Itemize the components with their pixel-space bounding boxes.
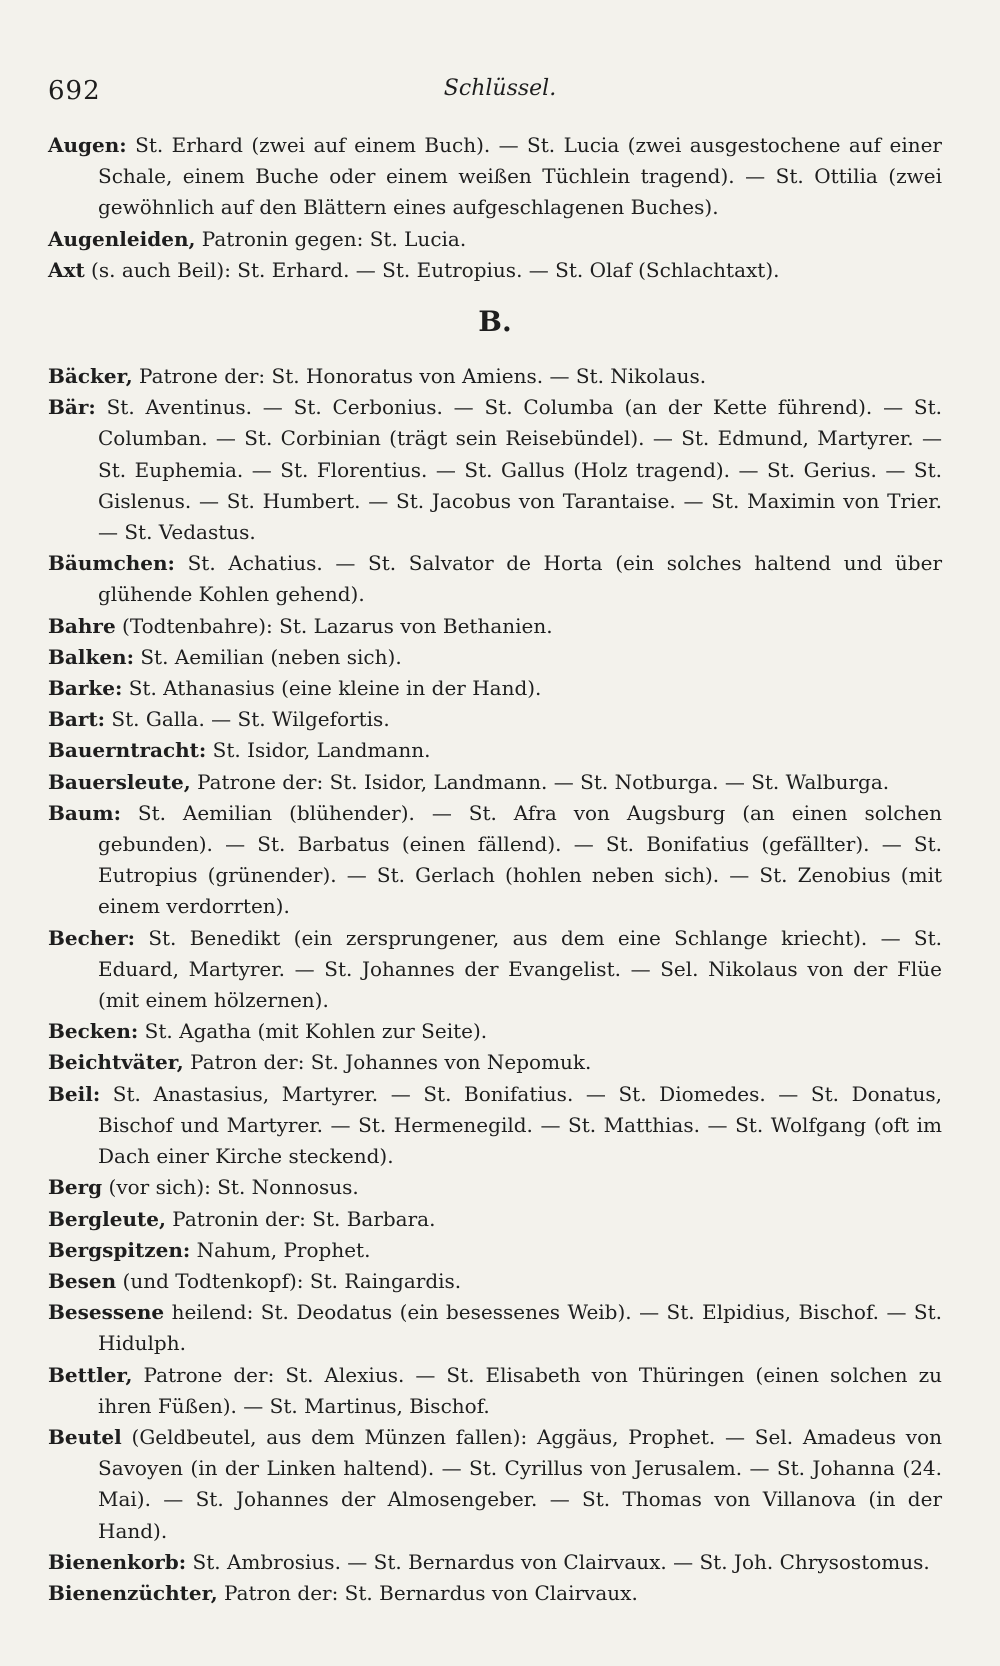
page-header [0, 76, 1000, 116]
index-entry [48, 1047, 942, 1078]
entry-term: Bäumchen: [48, 551, 175, 576]
entry-term: Baum: [48, 800, 121, 825]
entry-term: Bienenkorb: [48, 1549, 187, 1574]
entry-term: Augen: [48, 133, 127, 157]
entry-text: Patrone der: St. Alexius. — St. Elisabeth von Thüringen (einen solchen zu ihren Füßen). — St. Martinus, Bischof. [98, 1362, 942, 1418]
entry-term: Bauerntracht: [48, 738, 207, 763]
entry-text: Patronin der: St. Barbara. [165, 1206, 436, 1231]
index-entry [48, 392, 942, 548]
index-entry [48, 1172, 942, 1203]
entry-text: (und Todtenkopf): St. Raingardis. [116, 1268, 462, 1293]
entry-text: St. Benedikt (ein zersprungener, aus dem eine Schlange kriecht). — St. Eduard, Martyrer. — St. Johannes der Evangelist. — Sel. Nikolaus von der Flüe (mit einem hölzernen). [98, 925, 942, 1013]
index-entry [48, 735, 942, 766]
entry-text: (vor sich): St. Nonnosus. [102, 1175, 359, 1200]
index-content [48, 130, 942, 1609]
entry-term: Besessene [48, 1300, 165, 1325]
entry-term: Bettler, [48, 1362, 133, 1387]
index-entry [48, 1360, 942, 1422]
entry-term: Beichtväter, [48, 1050, 184, 1075]
entry-term: Besen [48, 1268, 117, 1293]
index-entry [48, 1235, 942, 1266]
index-entry [48, 1547, 942, 1578]
entry-text: St. Isidor, Landmann. [206, 738, 431, 763]
entry-text: Patronin gegen: St. Lucia. [195, 226, 467, 251]
entry-text: St. Achatius. — St. Salvator de Horta (ein solches haltend und über glühende Kohlen gehend). [98, 551, 942, 607]
page-number: 692 [48, 76, 101, 106]
entry-text: (Geldbeutel, aus dem Münzen fallen): Aggäus, Prophet. — Sel. Amadeus von Savoyen (in der Linken haltend). — St. Cyrillus von Jerusalem. — St. Johanna (24. Mai). — St. Johannes der Almosengeber. — St. Thomas von Villanova (in der Hand). [98, 1424, 942, 1543]
index-entry [48, 1297, 942, 1359]
entry-text: St. Galla. — St. Wilgefortis. [105, 707, 390, 732]
index-entry [48, 1422, 942, 1547]
entry-text: (Todtenbahre): St. Lazarus von Bethanien. [115, 613, 553, 638]
index-entry [48, 767, 942, 798]
index-entry [48, 224, 942, 255]
section-a-continued [48, 130, 942, 286]
entry-text: St. Erhard (zwei auf einem Buch). — St. Lucia (zwei ausgestochene auf einer Schale, einem Buche oder einem weißen Tüchlein tragend). — St. Ottilia (zwei gewöhnlich auf den Blättern eines aufgeschlagenen Buches). [98, 133, 942, 220]
entry-text: Patron der: St. Johannes von Nepomuk. [183, 1050, 592, 1075]
entry-term: Beil: [48, 1081, 101, 1106]
index-entry [48, 548, 942, 610]
index-entry [48, 923, 942, 1017]
section-b [48, 361, 942, 1609]
entry-term: Augenleiden, [48, 226, 196, 251]
entry-term: Axt [48, 257, 85, 282]
entry-text: (s. auch Beil): St. Erhard. — St. Eutropius. — St. Olaf (Schlachtaxt). [84, 257, 780, 282]
entry-text: St. Aemilian (neben sich). [133, 644, 402, 669]
entry-term: Bergleute, [48, 1206, 166, 1231]
entry-term: Bergspitzen: [48, 1237, 191, 1262]
entry-term: Bauersleute, [48, 769, 191, 794]
entry-text: St. Aemilian (blühender). — St. Afra von Augsburg (an einen solchen gebunden). — St. Barbatus (einen fällend). — St. Bonifatius (gefällter). — St. Eutropius (grünender). — St. Gerlach (hohlen neben sich). — St. Zenobius (mit einem verdorrten). [98, 800, 942, 919]
running-head: Schlüssel. [443, 76, 557, 101]
index-entry [48, 1578, 942, 1609]
entry-text: St. Aventinus. — St. Cerbonius. — St. Columba (an der Kette führend). — St. Columban. — St. Corbinian (trägt sein Reisebündel). — St. Edmund, Martyrer. — St. Euphemia. — St. Florentius. — St. Gallus (Holz tragend). — St. Gerius. — St. Gislenus. — St. Humbert. — St. Jacobus von Tarantaise. — St. Maximin von Trier. — St. Vedastus. [95, 395, 942, 545]
index-entry [48, 673, 942, 704]
entry-term: Balken: [48, 644, 134, 669]
entry-term: Bart: [48, 707, 106, 732]
entry-term: Bär: [48, 395, 96, 420]
index-entry [48, 1079, 942, 1173]
entry-text: heilend: St. Deodatus (ein besessenes Weib). — St. Elpidius, Bischof. — St. Hidulph. [98, 1300, 942, 1356]
entry-text: Patron der: St. Bernardus von Clairvaux. [217, 1580, 638, 1605]
index-entry [48, 1204, 942, 1235]
entry-term: Becher: [48, 925, 135, 950]
entry-text: St. Agatha (mit Kohlen zur Seite). [138, 1019, 488, 1044]
entry-term: Barke: [48, 676, 123, 701]
entry-term: Berg [48, 1175, 103, 1200]
entry-text: Nahum, Prophet. [190, 1237, 371, 1262]
entry-term: Bahre [48, 613, 116, 638]
index-entry [48, 361, 942, 392]
index-entry [48, 1266, 942, 1297]
entry-text: St. Anastasius, Martyrer. — St. Bonifatius. — St. Diomedes. — St. Donatus, Bischof und Martyrer. — St. Hermenegild. — St. Matthias. — St. Wolfgang (oft im Dach einer Kirche steckend). [98, 1081, 942, 1169]
section-letter-b: B. [478, 305, 512, 339]
index-entry [48, 642, 942, 673]
index-entry [48, 255, 942, 286]
entry-text: Patrone der: St. Honoratus von Amiens. — St. Nikolaus. [132, 364, 707, 389]
index-entry [48, 1016, 942, 1047]
index-entry [48, 798, 942, 923]
entry-text: Patrone der: St. Isidor, Landmann. — St. Notburga. — St. Walburga. [190, 769, 890, 794]
entry-text: St. Athanasius (eine kleine in der Hand). [122, 676, 542, 701]
index-entry [48, 130, 942, 224]
entry-term: Beutel [48, 1424, 122, 1449]
entry-text: St. Ambrosius. — St. Bernardus von Clairvaux. — St. Joh. Chrysostomus. [186, 1549, 930, 1574]
index-entry [48, 611, 942, 642]
index-entry [48, 704, 942, 735]
entry-term: Bäcker, [48, 364, 133, 389]
entry-term: Becken: [48, 1019, 139, 1044]
entry-term: Bienenzüchter, [48, 1580, 218, 1605]
